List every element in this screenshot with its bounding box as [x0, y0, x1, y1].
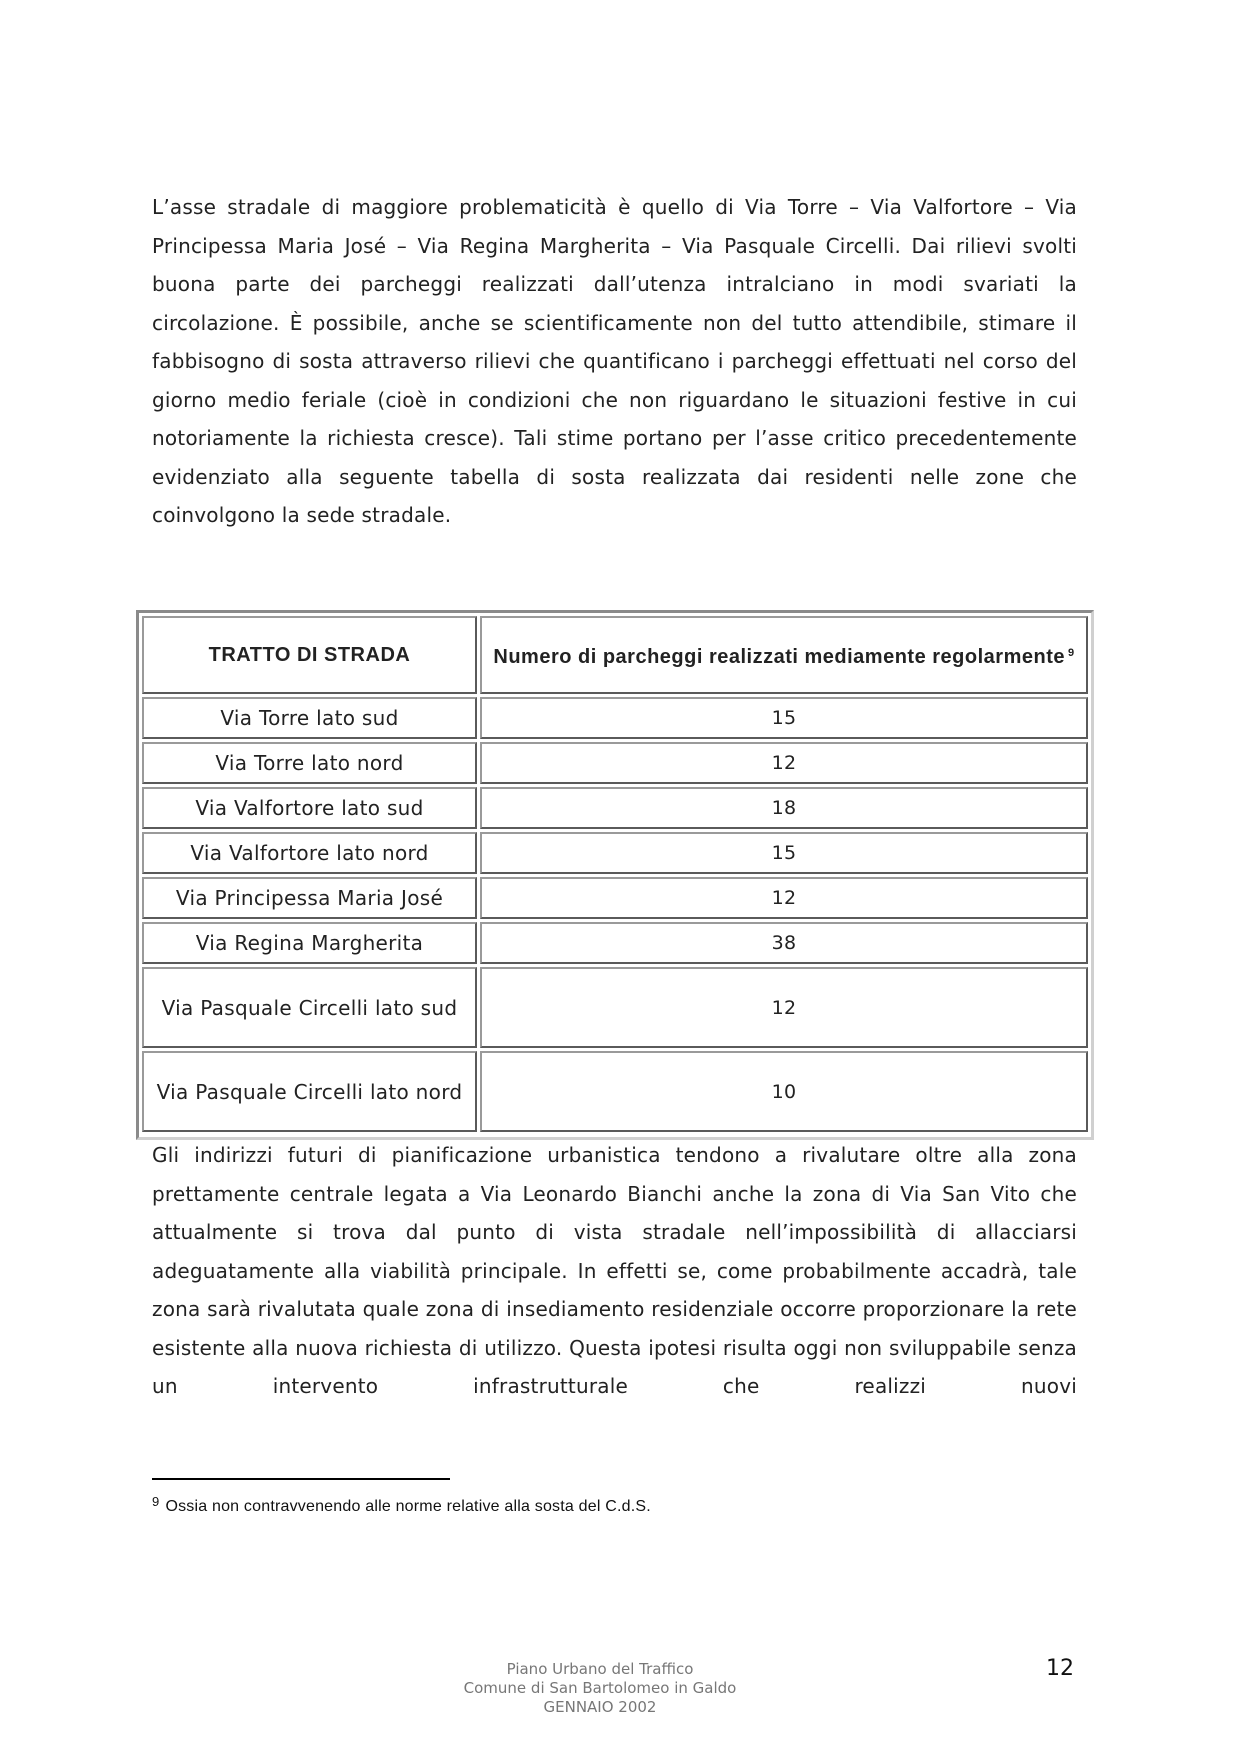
count-cell: 12	[480, 967, 1088, 1048]
road-cell: Via Pasquale Circelli lato sud	[142, 967, 477, 1048]
footnote	[152, 1494, 651, 1516]
table-row	[142, 922, 1088, 964]
table-row	[142, 787, 1088, 829]
count-cell: 15	[480, 697, 1088, 739]
header-road: TRATTO DI STRADA	[142, 616, 477, 694]
footnote-mark: 9	[152, 1494, 160, 1509]
page-footer	[420, 1660, 780, 1717]
footnote-separator	[152, 1478, 450, 1480]
road-cell: Via Valfortore lato sud	[142, 787, 477, 829]
page-number: 12	[1046, 1656, 1074, 1681]
road-cell: Via Principessa Maria José	[142, 877, 477, 919]
table-row	[142, 832, 1088, 874]
road-cell: Via Regina Margherita	[142, 922, 477, 964]
road-cell: Via Valfortore lato nord	[142, 832, 477, 874]
footnote-text: Ossia non contravvenendo alle norme relative alla sosta del C.d.S.	[165, 1498, 651, 1515]
table-row	[142, 967, 1088, 1048]
intro-paragraph: L’asse stradale di maggiore problematicità è quello di Via Torre – Via Valfortore – Via Principessa Maria José – Via Regina Margherita – Via Pasquale Circelli. Dai rilievi svolti buona parte dei parcheggi realizzati dall’utenza intralciano in modi svariati la circolazione. È possibile, anche se scientificamente non del tutto attendibile, stimare il fabbisogno di sosta attraverso rilievi che quantificano i parcheggi effettuati nel corso del giorno medio feriale (cioè in condizioni che non riguardano le situazioni festive in cui notoriamente la richiesta cresce). Tali stime portano per l’asse critico precedentemente evidenziato alla seguente tabella di sosta realizzata dai residenti nelle zone che coinvolgono la sede stradale.	[152, 195, 1077, 527]
table-row	[142, 1051, 1088, 1132]
count-cell: 10	[480, 1051, 1088, 1132]
parking-table	[139, 613, 1091, 1135]
road-cell: Via Pasquale Circelli lato nord	[142, 1051, 477, 1132]
table-row	[142, 697, 1088, 739]
footnote-ref: 9	[1067, 646, 1075, 659]
count-cell: 15	[480, 832, 1088, 874]
footer-title: Piano Urbano del Traffico	[506, 1660, 694, 1678]
road-cell: Via Torre lato sud	[142, 697, 477, 739]
count-cell: 12	[480, 877, 1088, 919]
count-cell: 38	[480, 922, 1088, 964]
count-cell: 12	[480, 742, 1088, 784]
table-header-row	[142, 616, 1088, 694]
after-table-paragraph: Gli indirizzi futuri di pianificazione urbanistica tendono a rivalutare oltre alla zona prettamente centrale legata a Via Leonardo Bianchi anche la zona di Via San Vito che attualmente si trova dal punto di vista stradale nell’impossibilità di allacciarsi adeguatamente alla viabilità principale. In effetti se, come probabilmente accadrà, tale zona sarà rivalutata quale zona di insediamento residenziale occorre proporzionare la rete esistente alla nuova richiesta di utilizzo. Questa ipotesi risulta oggi non sviluppabile senza un intervento infrastrutturale che realizzi nuovi	[152, 1143, 1077, 1398]
footer-date: GENNAIO 2002	[543, 1698, 657, 1716]
road-cell: Via Torre lato nord	[142, 742, 477, 784]
footer-municipality: Comune di San Bartolomeo in Galdo	[463, 1679, 737, 1697]
header-count: Numero di parcheggi realizzati mediamente regolarmente $^9$	[480, 616, 1088, 694]
table-row	[142, 742, 1088, 784]
table-row	[142, 877, 1088, 919]
count-cell: 18	[480, 787, 1088, 829]
